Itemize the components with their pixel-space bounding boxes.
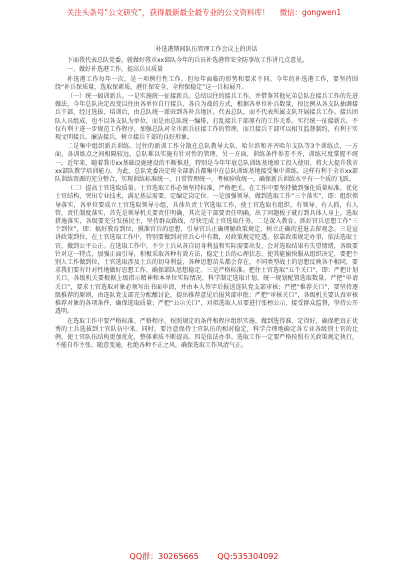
document-body: [55, 46, 358, 351]
section-heading: 一、做好补选港工作，提高兵员质量: [67, 66, 164, 74]
document-title: 补选港期间队伍管理工作会议上的讲话: [155, 46, 258, 53]
qq-group-text: QQ群：30265665: [129, 552, 199, 561]
footer-contact: [0, 552, 408, 562]
banner-promo-text: 关注头条号“公文研究”，获得最新最全最专业的公文资料库！: [66, 8, 270, 17]
body-paragraph: （二）提高士官选取质量。士官选取工作必须坚持标准，严格把关。在工作中要坚持做到强化质量标准，优化士官结构，突出专业技术，满足基层需要，定编定岗定位。一是加强领导，做到选取工作“三个落实”，即：组织领导落实，各单位要成立士官选取领导小组，具体负责士官选取工作，使士官选取有组织、有领导、有人抓，有人管，责任制度落实，首先是领导机关要责任明确，其次是干部要责任明确，出了问题板子就打到具体人身上，选取措施落实，各级要充分发扬民主，坚持群众路线，尽快完成士官选取任务。二是深入教育。抓好官兵思想工作“三个到位”，即：搞好教育到位，摸准官兵的思想，引导官兵正确理解政策规定，树立正确的进退去留观念。三是宣讲政策到位。在士官选取工作中，特别要做到对官兵心中有数，对政策规定吃透，依靠政策规定办事，依法选取士官，做到公平公正。在选取工作中，不少士兵从各自切身利益和实际需要出发，会对选取结果有失望情绪，各级要针对这一特点，加强正面引导，积极采取各种有效方法，稳定士兵的心理状态，使其能愉快服从组织决定，要把个别人工作做到位，士官选取涉及士兵的切身利益，各种思想苗头都会存在，不同类型战士的思想反映各不相同，要求我们要有针对性地做好思想工作，确保部队思想稳定。三是严格标准。把住士官选取“五个关口”，即：严把计划关口，各级机关要根据上级指示精神和本单位实际情况，科学制定选取计划，统一规划配置选取数量，严把“申请关口”，要求士官选取对象必须写出书面申请，并由本人签字后报送连队党支部审核；严把“推荐关口”，要坚持逐级推荐的原则，由连队党支部充分酝酿讨论，提出推荐意见后报营部审批；严把“审核关口”，各级机关要认真审核推荐对象的各项条件，确保选取质量；严把“公示关口”，对拟选取人员要进行张榜公示，接受群众监督，坚持公开透明。: [55, 185, 358, 316]
qq-number-text: QQ:535304092: [217, 552, 279, 561]
intro-paragraph: 下面我代表总队党委，就做好我市xx部队今年的兵员补选港管安全防事故工作讲几点意见。: [67, 57, 309, 65]
banner-wechat-text: 微信：gongwen1: [279, 8, 342, 17]
body-paragraph: 二是集中组织新兵训练。过往的新训工作分散在总队教导大队、哈尔滨和齐齐哈尔支队等3个训练点，一方面，各训练点之间相隔较远，总队难以实施有针对性的管理，另一方面，训练条件参差不齐，训练尺度掌握不统一。近年来，随着我市xx基础设施建设的不断推进，特别是今年年底总队训练基地竣工投入使用，将大大提升我市xx部队教学培训能力。为此，总队党委决定将全部新兵都集中在总队训练基地接受集中训练。这样有利于全市xx部队训练资源的充分整合，实现训练标准统一、日常管理统一、考核验收统一，确保新兵训练水平有一个质的飞跃。: [55, 143, 358, 184]
body-paragraph: 在选取工作中要严格标准、严格程序，按照规定的条件和程序组织实施，做到选得准、定得好，确保把真正优秀的士兵选拔到士官队伍中来。同时，要注意保持士官队伍的相对稳定，科学合理地确定各专业各级别士官的比例，使士官队伍结构更加优化，整体素质不断提高。四是依法办事。选取工作一定要严格按照有关政策规定执行，不能自作主张、随意变通，杜绝各种不正之风，确保选取工作风清气正。: [55, 317, 358, 350]
header-banner: [0, 8, 408, 18]
body-paragraph: 补选港工作每年一次，是一项例行性工作，但每年面临的形势和要求不同。今年的补选港工作，要坚持围绕“补兵保质量，选取保素质，港任保安全，全程保稳定”这一目标展开。: [55, 75, 358, 91]
body-paragraph: （一）统一搞训新兵。一是实施统一征接新兵。总结以往的接兵工作，并借鉴其他兄弟总队在接兵工作的先进做法，今年总队决定改变以往由各单位自行接兵，各自为战的方式，根据各单位补兵数量，按比例从各支队抽调接兵干部，经过选拔、培训后，由总队统一派驻到各补兵地区。代表总队，而不代表所属支队开展接兵工作。接兵团队人员组成，也不以各支队为单位，而是由总队统一编排，打乱接兵干部原有的工作关系。实行统一征接新兵，不仅有利于进一步规范工作程序，加强总队对全市新兵征接工作的管理，而且接兵干部可以相互监督制约，有利于实现文明接兵、廉洁接兵，树立接兵干部的良好形象。: [55, 93, 358, 142]
